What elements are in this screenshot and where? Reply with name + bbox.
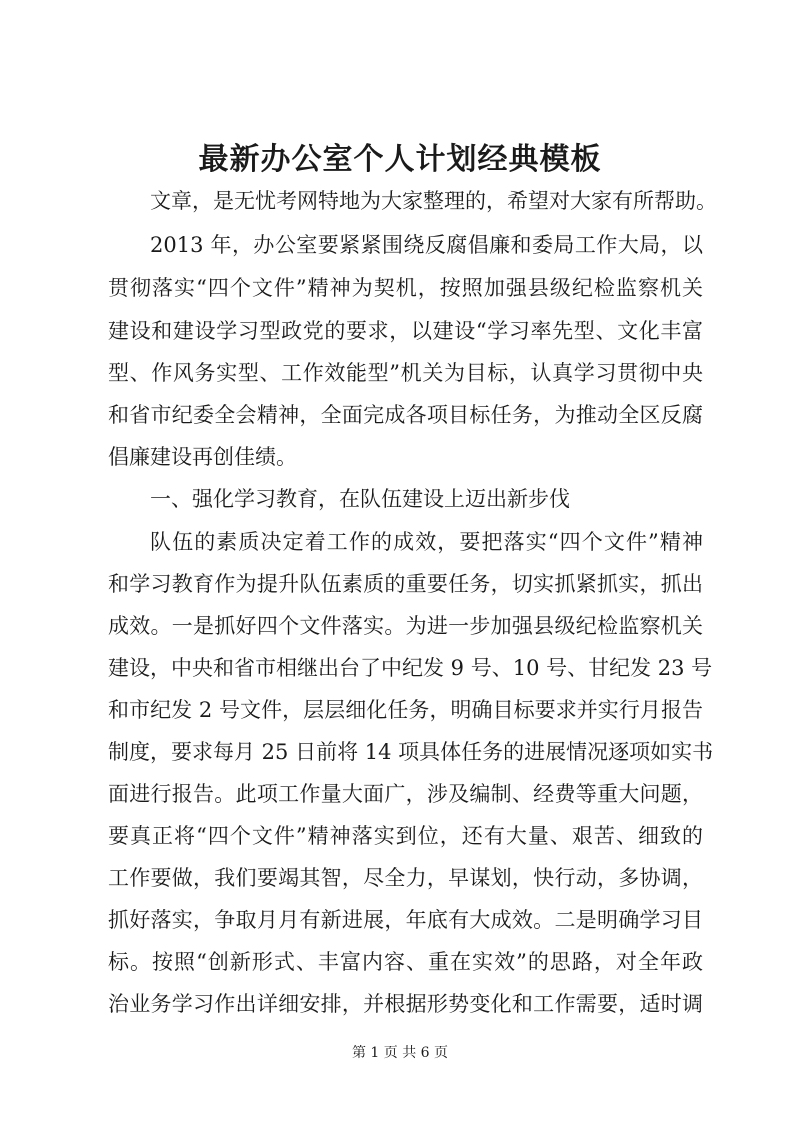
text-line: 建设和建设学习型政党的要求，以建设“学习率先型、文化丰富	[108, 319, 703, 343]
text-line: 工作要做，我们要竭其智，尽全力，早谋划，快行动，多协调，	[108, 866, 703, 890]
text-line: 治业务学习作出详细安排，并根据形势变化和工作需要，适时调	[108, 992, 703, 1016]
text-line: 文章，是无忧考网特地为大家整理的，希望对大家有所帮助。	[150, 189, 717, 213]
page-number: 第 1 页 共 6 页	[351, 1045, 449, 1061]
text-line: 型、作风务实型、工作效能型”机关为目标，认真学习贯彻中央	[108, 361, 703, 385]
text-line: 和市纪发 2 号文件，层层细化任务，明确目标要求并实行月报告	[108, 698, 703, 722]
text-line: 标。按照“创新形式、丰富内容、重在实效”的思路，对全年政	[108, 950, 703, 974]
text-line: 建设，中央和省市相继出台了中纪发 9 号、10 号、甘纪发 23 号	[108, 656, 713, 680]
text-line: 和省市纪委全会精神，全面完成各项目标任务，为推动全区反腐	[108, 403, 703, 427]
text-line: 要真正将“四个文件”精神落实到位，还有大量、艰苦、细致的	[108, 824, 703, 848]
document-title: 最新办公室个人计划经典模板	[198, 142, 602, 177]
text-line: 制度，要求每月 25 日前将 14 项具体任务的进展情况逐项如实书	[108, 740, 714, 764]
text-line: 倡廉建设再创佳绩。	[108, 445, 297, 469]
text-line: 抓好落实，争取月月有新进展，年底有大成效。二是明确学习目	[108, 908, 703, 932]
text-line: 成效。一是抓好四个文件落实。为进一步加强县级纪检监察机关	[108, 614, 703, 638]
text-line: 和学习教育作为提升队伍素质的重要任务，切实抓紧抓实，抓出	[108, 572, 703, 596]
section-heading: 一、强化学习教育，在队伍建设上迈出新步伐	[150, 487, 570, 511]
text-line: 贯彻落实“四个文件”精神为契机，按照加强县级纪检监察机关	[108, 276, 703, 300]
text-line: 2013 年，办公室要紧紧围绕反腐倡廉和委局工作大局，以	[150, 233, 703, 257]
text-line: 面进行报告。此项工作量大面广，涉及编制、经费等重大问题，	[108, 782, 703, 806]
text-line: 队伍的素质决定着工作的成效，要把落实“四个文件”精神	[150, 530, 703, 554]
